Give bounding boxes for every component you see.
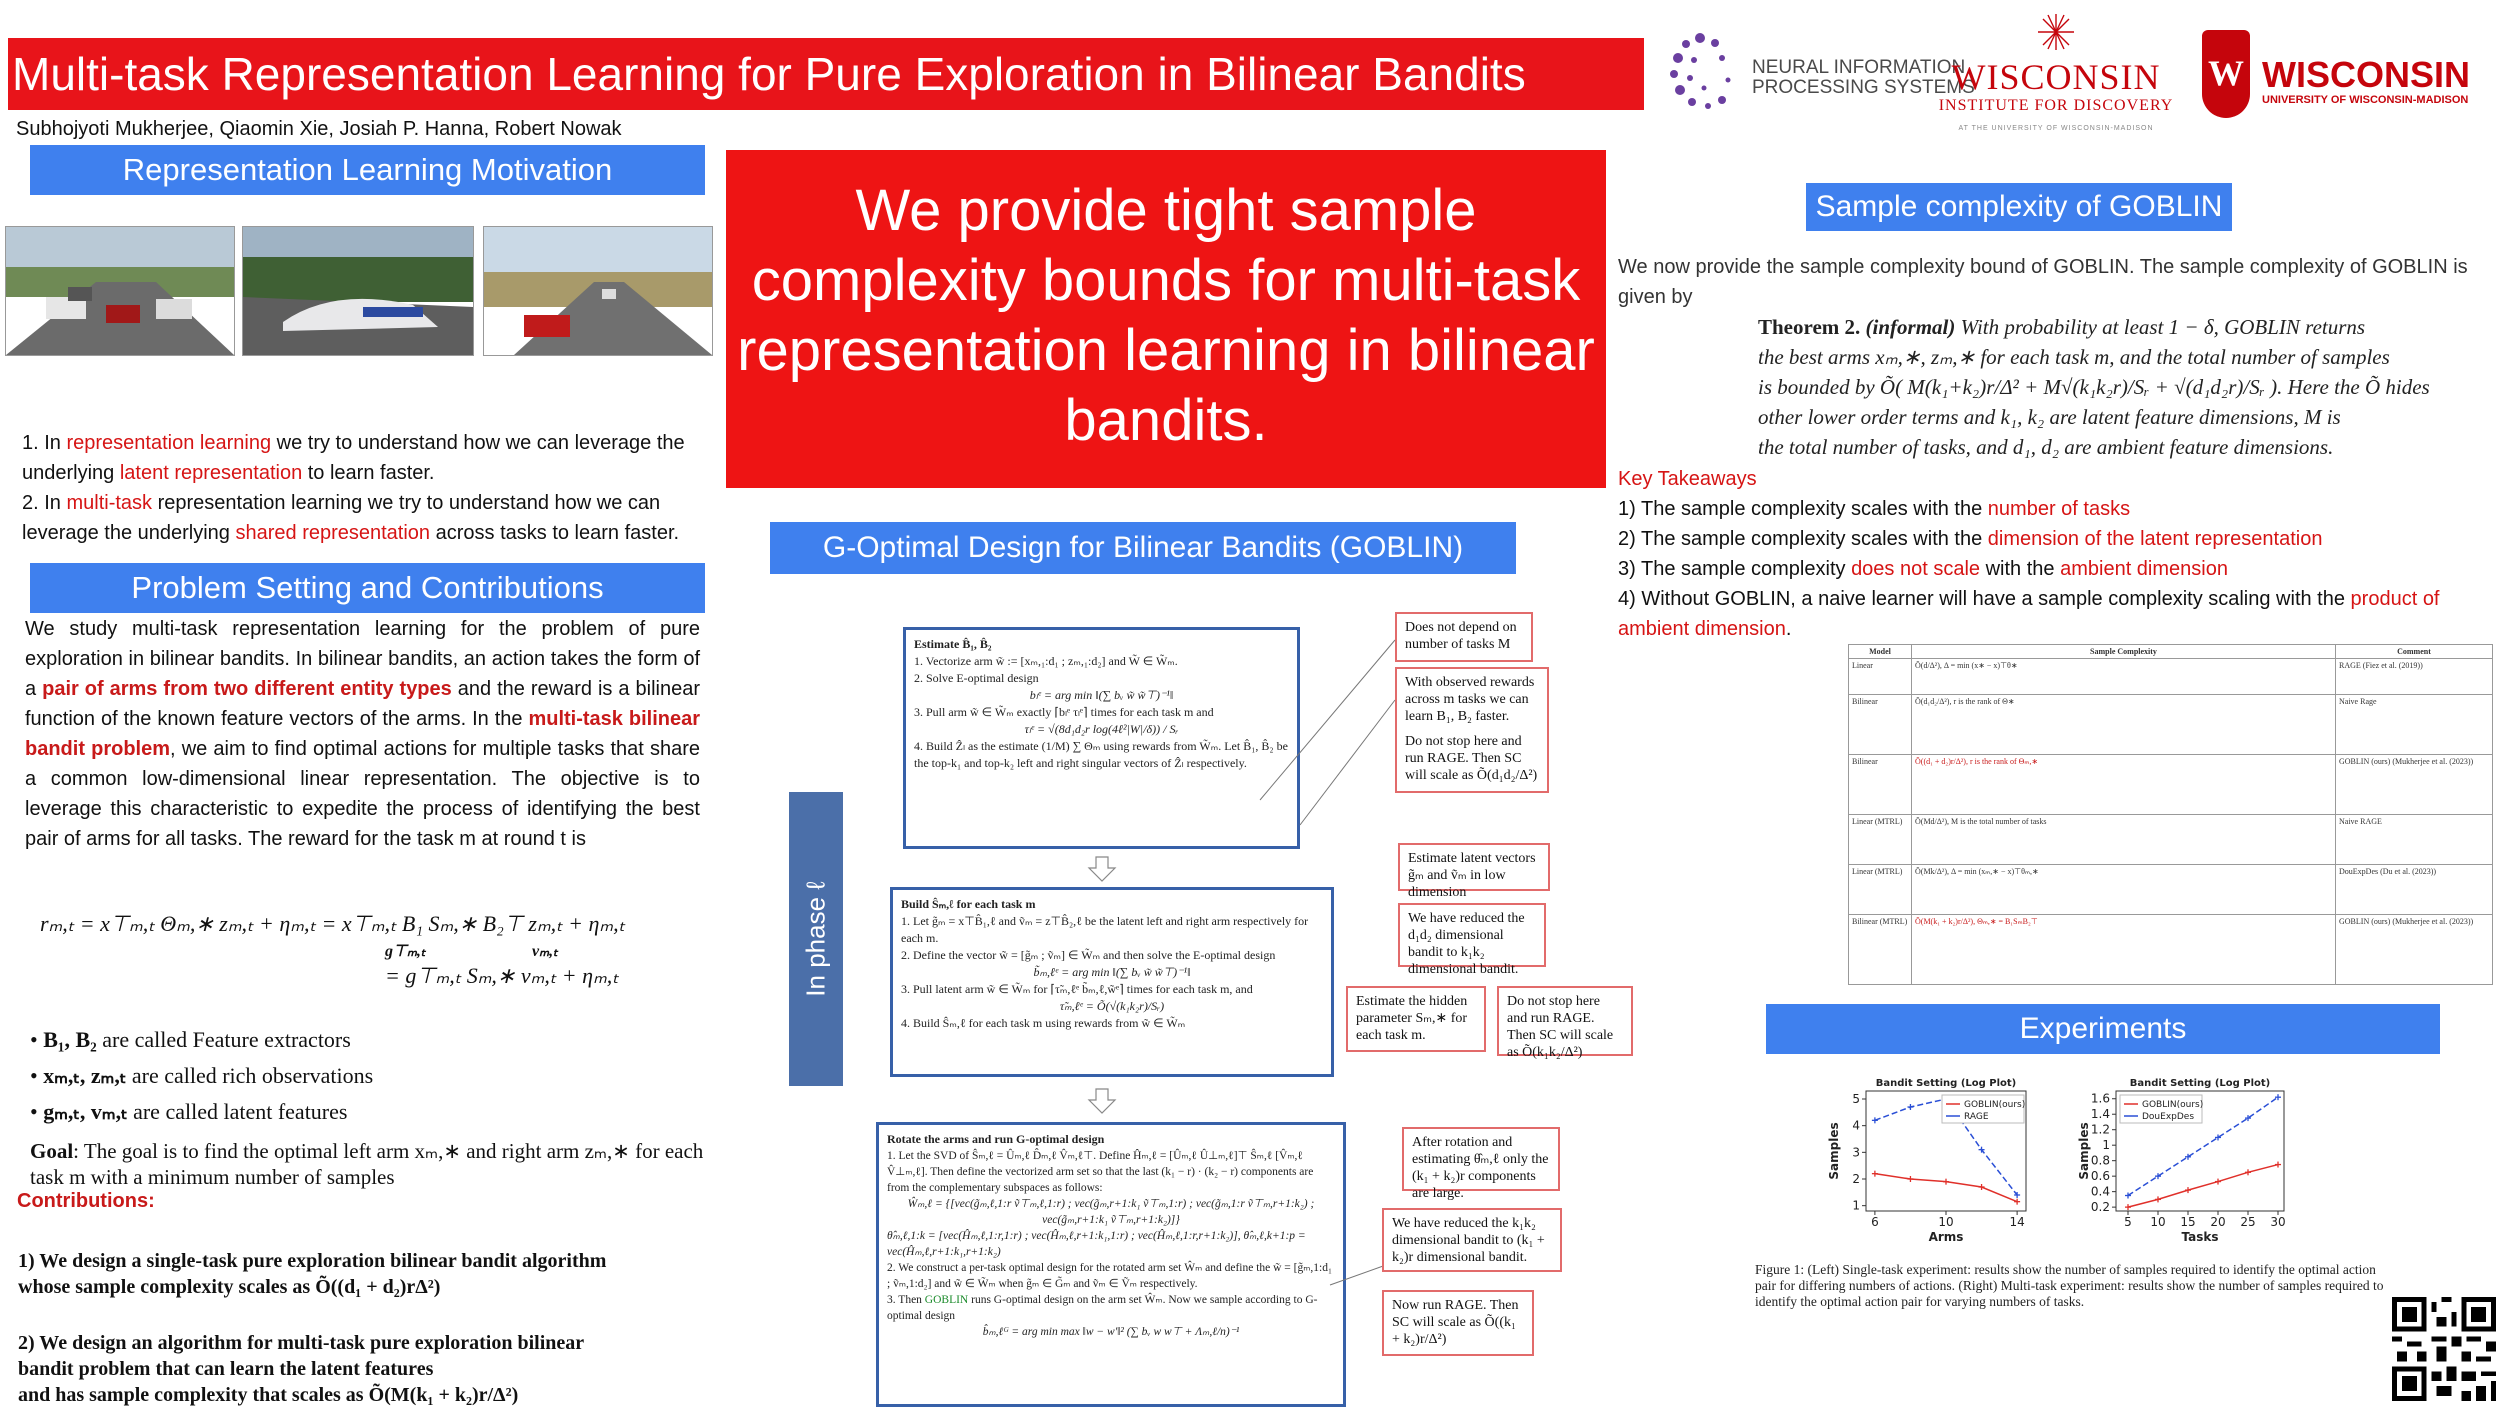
bullet-rich-observations: • xₘ,ₜ, zₘ,ₜ are called rich observations	[30, 1063, 374, 1088]
y-tick-label: 0.8	[2090, 1153, 2110, 1168]
text-span: across tasks to learn faster.	[430, 522, 680, 544]
series-line-goblin-ours-	[1875, 1174, 2017, 1202]
uw-crest-icon	[2202, 30, 2250, 118]
underbrace-g: g⊤ₘ,ₜ	[385, 943, 426, 960]
annotation-run-rage-3: Now run RAGE. Then SC will scale as Õ((k₁ + k₂)r/Δ²)	[1382, 1290, 1534, 1356]
table-header-row	[1849, 645, 2493, 659]
x-tick-label: 10	[1938, 1215, 1954, 1229]
table-header-cell: Model	[1849, 645, 1912, 659]
feature-bullets	[30, 1022, 690, 1130]
highlight-multitask-problem: multi-task bilinear bandit problem	[25, 708, 700, 760]
annotation-after-rotation: After rotation and estimating θ̂ₘ,ℓ only the (k₁ + k₂)r components are large.	[1402, 1127, 1560, 1191]
y-tick-label: 0.6	[2090, 1169, 2110, 1184]
driving-photo-2	[242, 226, 474, 356]
comparison-table-wrapper	[1848, 644, 2493, 982]
legend-label: RAGE	[1964, 1112, 1989, 1122]
table-cell: Naive RAGE	[2336, 815, 2493, 865]
table-row	[1849, 695, 2493, 755]
algo-box-2-line: 4. Build Ŝₘ,ℓ for each task m using rewards from w̃ ∈ W̃ₘ	[901, 1016, 1186, 1030]
algo-box-1-line: 3. Pull arm w̃ ∈ W̃ₘ exactly ⌈bₗᵉ τₗᵉ⌉ times for each task m and	[914, 705, 1214, 719]
x-tick-label: 25	[2240, 1215, 2256, 1229]
motivation-point-1	[22, 428, 717, 488]
algo-box-1-line: 1. Vectorize arm w̃ := [xₘ,₁:d₁ ; zₘ,₁:d₂] and W̃ ∈ W̃ₘ.	[914, 654, 1178, 668]
sample-complexity-heading: Sample complexity of GOBLIN	[1806, 183, 2232, 231]
motivation-text	[22, 428, 717, 548]
contribution-1-line1: 1) We design a single-task pure exploration bilinear bandit algorithm	[18, 1250, 607, 1272]
figure-caption: Figure 1: (Left) Single-task experiment: results show the number of samples required to identify the optimal action pair for differing numbers of actions. (Right) Multi-task experiment: results show the number of samples required to identify the optimal action pair for varying numbers of tasks.	[1755, 1262, 2384, 1309]
algo-box-3-line: θ̂ₘ,ℓ,1:k = [vec(Ĥₘ,ℓ,1:r,1:r) ; vec(Ĥₘ,ℓ,r+1:k₁,1:r) ; vec(Ĥₘ,ℓ,1:r,r+1:k₂)], θ̂ₘ,ℓ,k+1:p = vec(Ĥₘ,ℓ,r+1:k₁,r+1:k₂)	[887, 1230, 1306, 1258]
y-tick-label: 1	[1852, 1198, 1860, 1213]
math-symbol: gₘ,ₜ, vₘ,ₜ	[43, 1099, 128, 1124]
chart-title: Bandit Setting (Log Plot)	[2129, 1078, 2271, 1089]
experiments-heading: Experiments	[1766, 1004, 2440, 1054]
table-cell: Bilinear (MTRL)	[1849, 915, 1912, 985]
neurips-logo-icon	[1660, 18, 1740, 128]
takeaway-4	[1618, 584, 2493, 644]
x-axis-label: Arms	[1928, 1230, 1964, 1244]
text-span: are called Feature extractors	[96, 1027, 351, 1052]
theorem-line: the total number of tasks, and d₁, d₂ are ambient feature dimensions.	[1758, 435, 2334, 459]
comparison-table	[1848, 644, 2493, 985]
takeaway-3	[1618, 554, 2493, 584]
takeaway-2	[1618, 524, 2493, 554]
qr-code-icon[interactable]	[2392, 1297, 2496, 1401]
text-span: are called latent features	[127, 1099, 348, 1124]
goal-label: Goal	[30, 1139, 74, 1163]
key-takeaways-label: Key Takeaways	[1618, 468, 1757, 490]
down-arrow-icon	[1088, 856, 1116, 882]
text-span: we try to understand how we can leverage the underlying	[22, 432, 685, 484]
bullet-latent-features: • gₘ,ₜ, vₘ,ₜ are called latent features	[30, 1099, 348, 1124]
contribution-2-line1: 2) We design an algorithm for multi-task pure exploration bilinear	[18, 1332, 585, 1354]
highlight-ambient-dimension: ambient dimension	[2060, 558, 2228, 580]
series-line-goblin-ours-	[2128, 1165, 2278, 1208]
reward-equation	[40, 910, 720, 990]
y-tick-label: 1.6	[2090, 1091, 2110, 1106]
highlight-does-not-scale: does not scale	[1851, 558, 1981, 580]
y-tick-label: 4	[1852, 1118, 1860, 1133]
annotation-reduced-dim-1: We have reduced the d₁d₂ dimensional bandit to k₁k₂ dimensional bandit.	[1398, 903, 1546, 967]
table-cell: Bilinear	[1849, 695, 1912, 755]
y-tick-label: 2	[1852, 1172, 1860, 1186]
theorem-2	[1758, 312, 2478, 462]
table-cell: GOBLIN (ours) (Mukherjee et al. (2023))	[2336, 915, 2493, 985]
text-span: runs G-optimal design on the arm set Ŵₘ. Now we sample according to G-optimal design	[887, 1294, 1318, 1322]
text-span: 4) Without GOBLIN, a naive learner will have a sample complexity scaling with the	[1618, 588, 2351, 610]
phase-label-text: In phase ℓ	[800, 881, 831, 997]
legend-label: GOBLIN(ours)	[1964, 1100, 2026, 1110]
chart-title: Bandit Setting (Log Plot)	[1875, 1078, 2017, 1089]
contribution-2-line3: and has sample complexity that scales as Õ(M(k₁ + k₂)r/Δ²)	[18, 1384, 519, 1406]
uw-wordmark: WISCONSIN	[2262, 54, 2471, 95]
uw-madison-logo	[2200, 28, 2490, 128]
algo-box-3-line: b̂ₘ,ℓᴳ = arg min max ‖w − w'‖² (∑ bᵥ w w⊤ + Λₘ,ℓ/n)⁻¹	[982, 1326, 1240, 1338]
y-tick-label: 1.4	[2090, 1107, 2110, 1122]
annotation-learn-faster-text: With observed rewards across m tasks we can learn B₁, B₂ faster.	[1405, 675, 1535, 724]
goblin-heading: G-Optimal Design for Bilinear Bandits (GOBLIN)	[770, 522, 1516, 574]
highlight-representation-learning: representation learning	[66, 432, 272, 454]
problem-heading: Problem Setting and Contributions	[30, 563, 705, 613]
headline-box: We provide tight sample complexity bounds for multi-task representation learning in bilinear bandits.	[726, 150, 1606, 488]
algo-box-2-line: b̃ₘ,ℓᵉ = arg min ‖(∑ bᵥ w̃ w̃⊤)⁻¹‖	[1033, 965, 1191, 979]
uw-subtitle: UNIVERSITY OF WISCONSIN-MADISON	[2262, 94, 2469, 106]
table-cell: Õ((d₁ + d₂)r/Δ²), r is the rank of Θₘ,∗	[1912, 755, 2336, 815]
driving-photo-3	[483, 226, 713, 356]
text-span: , we aim to find optimal actions for multiple tasks that share a common low-dimensional linear representation. The objective is to leverage this characteristic to expedite the process of identifying the best pair of arms for all tasks. The reward for the task m at round t is	[25, 738, 700, 850]
table-row	[1849, 815, 2493, 865]
algo-box-1-line: 2. Solve E-optimal design	[914, 671, 1039, 685]
y-tick-label: 0.4	[2090, 1184, 2110, 1199]
math-symbol: xₘ,ₜ, zₘ,ₜ	[43, 1063, 127, 1088]
reward-equation-line2: = g⊤ₘ,ₜ Sₘ,∗ vₘ,ₜ + ηₘ,ₜ	[385, 963, 619, 988]
algo-box-3-title: Rotate the arms and run G-optimal design	[887, 1132, 1105, 1146]
text-span: 1. In	[22, 432, 67, 454]
wid-subtitle: INSTITUTE FOR DISCOVERY	[1938, 97, 2174, 114]
author-list: Subhojyoti Mukherjee, Qiaomin Xie, Josiah P. Hanna, Robert Nowak	[16, 118, 622, 140]
text-span: we try to understand how we can leverage the underlying	[22, 492, 661, 544]
highlight-latent-dimension: dimension of the latent representation	[1987, 528, 2323, 550]
table-cell: GOBLIN (ours) (Mukherjee et al. (2023))	[2336, 755, 2493, 815]
theorem-line: is bounded by Õ( M(k₁+k₂)r/Δ² + M√(k₁k₂r)/Sᵣ + √(d₁d₂r)/Sᵣ ). Here the Õ hides	[1758, 375, 2430, 399]
table-row	[1849, 915, 2493, 985]
theorem-line: the best arms xₘ,∗, zₘ,∗ for each task m, and the total number of samples	[1758, 345, 2390, 369]
table-cell: Õ(Mk/Δ²), Δ = min (xₘ,∗ − x)⊤θₘ,∗	[1912, 865, 2336, 915]
highlight-pair-of-arms: pair of arms from two different entity types	[42, 678, 452, 700]
text-span: .	[1785, 618, 1792, 640]
highlight-latent-representation: latent representation	[119, 462, 303, 484]
table-cell: Linear (MTRL)	[1849, 815, 1912, 865]
phase-label	[789, 792, 843, 1086]
text-span: With probability at least 1 − δ, GOBLIN returns	[1960, 315, 2366, 339]
algo-box-2-line: 1. Let g̃ₘ = x⊤B̂₁,ℓ and ṽₘ = z⊤B̂₂,ℓ be the latent left and right arm respectively for each m.	[901, 914, 1309, 945]
text-span: and the reward is a bilinear function of the known feature vectors of the arms. In the	[25, 678, 700, 730]
reward-equation-line1: rₘ,ₜ = x⊤ₘ,ₜ Θₘ,∗ zₘ,ₜ + ηₘ,ₜ = x⊤ₘ,ₜ B₁ Sₘ,∗ B₂⊤ zₘ,ₜ + ηₘ,ₜ	[40, 911, 626, 936]
key-takeaways	[1618, 464, 2493, 644]
x-axis-label: Tasks	[2181, 1230, 2219, 1244]
y-tick-label: 1	[2102, 1138, 2110, 1153]
table-cell: DouExpDes (Du et al. (2023))	[2336, 865, 2493, 915]
table-row	[1849, 755, 2493, 815]
uw-crest-letter: W	[2208, 53, 2244, 93]
wisconsin-institute-logo	[1936, 10, 2176, 140]
y-tick-label: 3	[1852, 1145, 1860, 1160]
wid-wordmark: WISCONSIN	[1951, 57, 2161, 97]
algo-box-3-line: Ŵₘ,ℓ = {[vec(g̃ₘ,ℓ,1:r ṽ⊤ₘ,ℓ,1:r) ; vec(g̃ₘ,r+1:k₁ ṽ⊤ₘ,1:r) ; vec(g̃ₘ,1:r ṽ⊤ₘ,r+1:k₂) ; vec(g̃ₘ,r+1:k₁ ṽ⊤ₘ,r+1:k₂)]}	[907, 1198, 1315, 1226]
table-cell: Õ(d/Δ²), Δ = min (x∗ − x)⊤θ∗	[1912, 659, 2336, 695]
text-span: with the	[1980, 558, 2061, 580]
bullet-feature-extractors: • B₁, B₂ are called Feature extractors	[30, 1027, 351, 1052]
theorem-line: other lower order terms and k₁, k₂ are latent feature dimensions, M is	[1758, 405, 2341, 429]
y-axis-label: Samples	[1827, 1122, 1841, 1180]
highlight-number-of-tasks: number of tasks	[1987, 498, 2131, 520]
text-span: 3. Then	[887, 1294, 925, 1306]
algo-box-3-line: 2. We construct a per-task optimal design for the rotated arm set Ŵₘ and define the w̃ = [g̃ₘ,1:d₁ ; ṽₘ,1:d₂] and w̃ ∈ W̃ₘ when g̃ₘ ∈ G̃ₘ and ṽₘ ∈ Ṽₘ respectively.	[887, 1262, 1332, 1290]
neurips-logo	[1660, 18, 1975, 128]
driving-photo-1	[5, 226, 235, 356]
neurips-name-line2: PROCESSING SYSTEMS	[1752, 77, 1975, 98]
contributions-label: Contributions:	[17, 1190, 155, 1212]
algo-box-1-line: τₗᵉ = √(8d₁d₂r log(4ℓ²|W|/δ)) / Sᵣ	[1024, 722, 1179, 736]
text-span: representation learning	[152, 492, 363, 514]
down-arrow-icon	[1088, 1088, 1116, 1114]
legend-label: DouExpDes	[2142, 1112, 2195, 1122]
underbrace-v: vₘ,ₜ	[532, 943, 558, 960]
math-symbol: B₁, B₂	[43, 1027, 97, 1052]
algo-box-2-line: τ̃ₘ,ℓᵉ = Õ(√(k₁k₂r)/Sᵣ)	[1059, 999, 1165, 1013]
text-span: to learn faster.	[302, 462, 435, 484]
contribution-1-line2: whose sample complexity scales as Õ((d₁ + d₂)rΔ²)	[18, 1276, 441, 1298]
table-cell: Bilinear	[1849, 755, 1912, 815]
y-axis-label: Samples	[2077, 1122, 2091, 1180]
y-tick-label: 1.2	[2090, 1122, 2110, 1137]
takeaway-1	[1618, 494, 2493, 524]
neurips-name-line1: NEURAL INFORMATION	[1752, 57, 1966, 78]
text-span: 3) The sample complexity	[1618, 558, 1852, 580]
goal-statement	[30, 1138, 710, 1190]
contributions-list	[18, 1248, 718, 1408]
goblin-name-green: GOBLIN	[924, 1294, 969, 1306]
annotation-estimate-hidden: Estimate the hidden parameter Sₘ,∗ for each task m.	[1346, 986, 1486, 1052]
table-cell: Õ(M(k₁ + k₂)r/Δ²), Θₘ,∗ = B₁SₘB₂⊤	[1912, 915, 2336, 985]
theorem-label: Theorem 2.	[1758, 315, 1861, 339]
table-cell: Õ(Md/Δ²), M is the total number of tasks	[1912, 815, 2336, 865]
x-tick-label: 5	[2124, 1215, 2132, 1229]
table-header-cell: Sample Complexity	[1912, 645, 2336, 659]
theorem-informal: (informal)	[1865, 315, 1956, 339]
table-cell: Naive Rage	[2336, 695, 2493, 755]
wid-affiliation: AT THE UNIVERSITY OF WISCONSIN-MADISON	[1958, 125, 2154, 132]
x-tick-label: 30	[2270, 1215, 2286, 1229]
x-tick-label: 14	[2009, 1215, 2025, 1229]
annotation-estimate-latent: Estimate latent vectors g̃ₘ and ṽₘ in low dimension	[1398, 843, 1550, 891]
algo-box-2-title: Build Ŝₘ,ℓ for each task m	[901, 897, 1036, 911]
algo-box-2-line: 2. Define the vector w̃ = [g̃ₘ ; ṽₘ] ∈ W̃ₘ and then solve the E-optimal design	[901, 948, 1276, 962]
highlight-shared-representation: shared representation	[235, 522, 431, 544]
text-span: 1) The sample complexity scales with the	[1618, 498, 1988, 520]
algo-box-1-title: Estimate B̂₁, B̂₂	[914, 637, 992, 651]
starburst-icon	[2026, 10, 2086, 54]
legend-label: GOBLIN(ours)	[2142, 1100, 2204, 1110]
text-span: : The goal is to find the optimal left arm xₘ,∗ and right arm zₘ,∗ for each task m with a minimum number of samples	[30, 1139, 704, 1189]
table-row	[1849, 865, 2493, 915]
table-cell: RAGE (Fiez et al. (2019))	[2336, 659, 2493, 695]
text-span: are called rich observations	[126, 1063, 374, 1088]
annotation-run-rage-1: Do not stop here and run RAGE. Then SC will scale as Õ(d₁d₂/Δ²)	[1405, 734, 1538, 783]
annotation-reduced-dim-2: We have reduced the k₁k₂ dimensional bandit to (k₁ + k₂)r dimensional bandit.	[1382, 1208, 1562, 1272]
x-tick-label: 20	[2210, 1215, 2226, 1229]
motivation-point-2	[22, 488, 717, 548]
contribution-2-line2: bandit problem that can learn the latent features	[18, 1358, 434, 1380]
chart-multi-task-plot	[2070, 1073, 2290, 1253]
annotation-learn-faster	[1395, 667, 1549, 793]
algo-box-2-line: 3. Pull latent arm w̃ ∈ W̃ₘ for ⌈τ̃ₘ,ℓᵉ b̃ₘ,ℓ,w̃ᵉ⌉ times for each task m, and	[901, 982, 1253, 996]
x-tick-label: 6	[1871, 1215, 1879, 1229]
algo-box-1-line: bₗᵉ = arg min ‖(∑ bᵥ w̃ w̃⊤)⁻¹‖	[1029, 688, 1174, 702]
poster-title: Multi-task Representation Learning for Pure Exploration in Bilinear Bandits	[8, 38, 1644, 110]
algo-box-1-line: 4. Build Ẑₗ as the estimate (1/M) ∑ Θₘ using rewards from W̃ₘ. Let B̂₁, B̂₂ be the top-k₁ and top-k₂ left and right singular vectors of Ẑₗ respectively.	[914, 739, 1288, 770]
table-cell: Õ(d₁d₂/Δ²), r is the rank of Θ∗	[1912, 695, 2336, 755]
x-tick-label: 10	[2150, 1215, 2166, 1229]
text-span: 2) The sample complexity scales with the	[1618, 528, 1988, 550]
text-span: 2. In	[22, 492, 67, 514]
table-header-cell: Comment	[2336, 645, 2493, 659]
annotation-no-task-dependence: Does not depend on number of tasks M	[1395, 612, 1533, 662]
y-tick-label: 0.2	[2090, 1200, 2110, 1215]
y-tick-label: 5	[1852, 1092, 1860, 1106]
annotation-run-rage-2: Do not stop here and run RAGE. Then SC will scale as Õ(k₁k₂/Δ²)	[1497, 986, 1633, 1056]
algo-box-3-line: 1. Let the SVD of Ŝₘ,ℓ = Ûₘ,ℓ D̂ₘ,ℓ V̂ₘ,ℓ⊤. Define Ĥₘ,ℓ = [Ûₘ,ℓ Û⊥ₘ,ℓ]⊤ Ŝₘ,ℓ [V̂ₘ,ℓ V̂⊥ₘ,ℓ]. Then define the vectorized arm set so that the last (k₁ − r) · (k₂ − r) components are from the complementary subspaces as follows:	[887, 1150, 1314, 1194]
highlight-multi-task: multi-task	[66, 492, 153, 514]
highlight-product-ambient: product of ambient dimension	[1618, 588, 2440, 640]
motivation-heading: Representation Learning Motivation	[30, 145, 705, 195]
problem-text	[25, 614, 700, 854]
text-span: We study multi-task representation learning for the problem of pure exploration in bilinear bandits. In bilinear bandits, an action takes the form of a	[25, 618, 700, 700]
sample-complexity-intro: We now provide the sample complexity bound of GOBLIN. The sample complexity of GOBLIN is given by	[1618, 256, 2468, 308]
table-cell: Linear (MTRL)	[1849, 865, 1912, 915]
table-cell: Linear	[1849, 659, 1912, 695]
x-tick-label: 15	[2180, 1215, 2196, 1229]
table-row	[1849, 659, 2493, 695]
